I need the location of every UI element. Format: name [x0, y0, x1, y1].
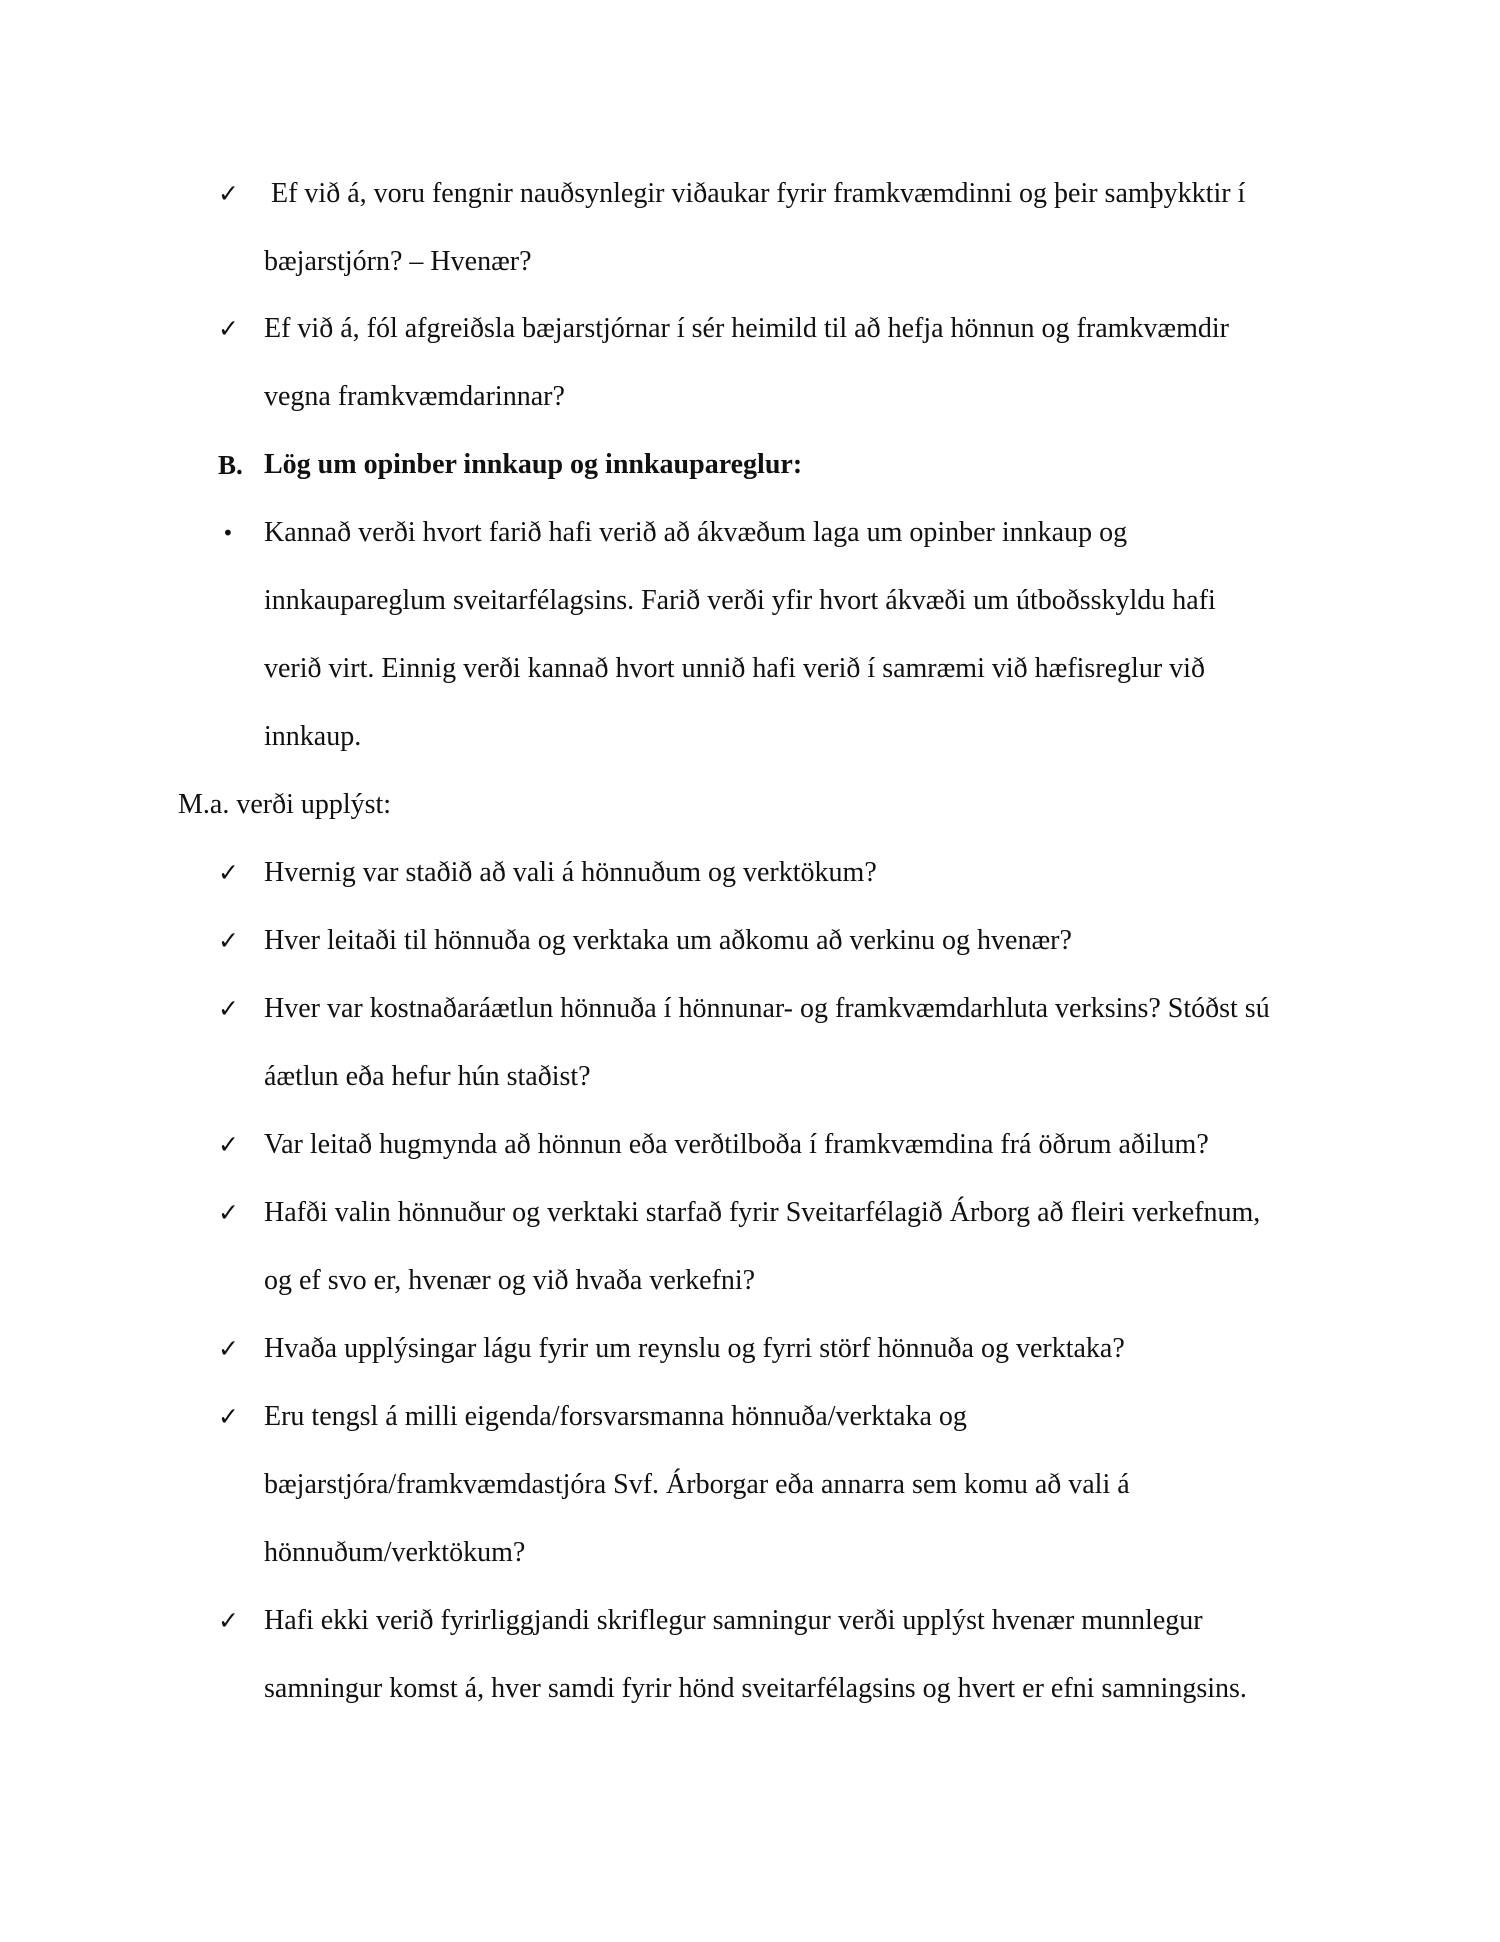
section-heading-text: Lög um opinber innkaup og innkaupareglur:	[264, 449, 803, 480]
check-item-line: Var leitað hugmynda að hönnun eða verðtilboða í framkvæmdina frá öðrum aðilum?	[264, 1129, 1209, 1160]
bullet-item-line: innkaup.	[264, 721, 362, 752]
check-item-line: samningur komst á, hver samdi fyrir hönd sveitarfélagsins og hvert er efni samningsins.	[264, 1673, 1247, 1704]
section-letter: B.	[218, 450, 243, 480]
checkmark-icon: ✓	[218, 314, 239, 343]
check-item	[218, 1383, 1358, 1587]
bullet-item-line: verið virt. Einnig verði kannað hvort unnið hafi verið í samræmi við hæfisreglur við	[264, 653, 1205, 684]
checkmark-icon: ✓	[218, 1606, 239, 1635]
check-item-line: Hvaða upplýsingar lágu fyrir um reynslu og fyrri störf hönnuða og verktaka?	[264, 1333, 1125, 1364]
check-item	[218, 1315, 1358, 1383]
checkmark-icon: ✓	[218, 858, 239, 887]
check-item-line: Hafi ekki verið fyrirliggjandi skriflegur samningur verði upplýst hvenær munnlegur	[264, 1605, 1203, 1636]
checkmark-icon: ✓	[218, 179, 239, 208]
bullet-item-procurement	[218, 499, 1358, 771]
checkmark-icon: ✓	[218, 994, 239, 1023]
check-item-line: og ef svo er, hvenær og við hvaða verkefni?	[264, 1265, 756, 1296]
checkmark-icon: ✓	[218, 926, 239, 955]
check-item	[218, 1587, 1358, 1723]
checkmark-icon: ✓	[218, 1402, 239, 1431]
check-item-line: Ef við á, fól afgreiðsla bæjarstjórnar í sér heimild til að hefja hönnun og framkvæmdir	[264, 313, 1229, 344]
bullet-icon: •	[222, 521, 234, 545]
check-item-authorization	[218, 295, 1358, 431]
check-item	[218, 975, 1358, 1111]
check-item	[218, 839, 1358, 907]
check-item	[218, 1179, 1358, 1315]
check-item-line: bæjarstjóra/framkvæmdastjóra Svf. Árborgar eða annarra sem komu að vali á	[264, 1469, 1130, 1500]
check-item-line: Hver var kostnaðaráætlun hönnuða í hönnunar- og framkvæmdarhluta verksins? Stóðst sú	[264, 993, 1270, 1024]
check-item-line: Eru tengsl á milli eigenda/forsvarsmanna hönnuða/verktaka og	[264, 1401, 967, 1432]
bullet-item-line: innkaupareglum sveitarfélagsins. Farið verði yfir hvort ákvæði um útboðsskyldu hafi	[264, 585, 1216, 616]
bullet-item-line: Kannað verði hvort farið hafi verið að ákvæðum laga um opinber innkaup og	[264, 517, 1128, 548]
checkmark-icon: ✓	[218, 1130, 239, 1159]
check-item-line: Hver leitaði til hönnuða og verktaka um aðkomu að verkinu og hvenær?	[264, 925, 1072, 956]
check-item-line: hönnuðum/verktökum?	[264, 1537, 526, 1568]
checkmark-icon: ✓	[218, 1334, 239, 1363]
intro-text: M.a. verði upplýst:	[178, 789, 392, 820]
check-item	[218, 1111, 1358, 1179]
checkmark-icon: ✓	[218, 1198, 239, 1227]
check-item-line: bæjarstjórn? – Hvenær?	[264, 246, 532, 277]
check-item-line: Hvernig var staðið að vali á hönnuðum og verktökum?	[264, 857, 877, 888]
check-item-amendments	[218, 160, 1358, 296]
check-item-line: Hafði valin hönnuður og verktaki starfað fyrir Sveitarfélagið Árborg að fleiri verkefnum,	[264, 1197, 1261, 1228]
check-item	[218, 907, 1358, 975]
check-item-line: vegna framkvæmdarinnar?	[264, 381, 565, 412]
check-item-line: áætlun eða hefur hún staðist?	[264, 1061, 591, 1092]
check-item-line: Ef við á, voru fengnir nauðsynlegir viðaukar fyrir framkvæmdinni og þeir samþykktir í	[264, 178, 1246, 209]
section-b-heading	[218, 431, 1358, 499]
